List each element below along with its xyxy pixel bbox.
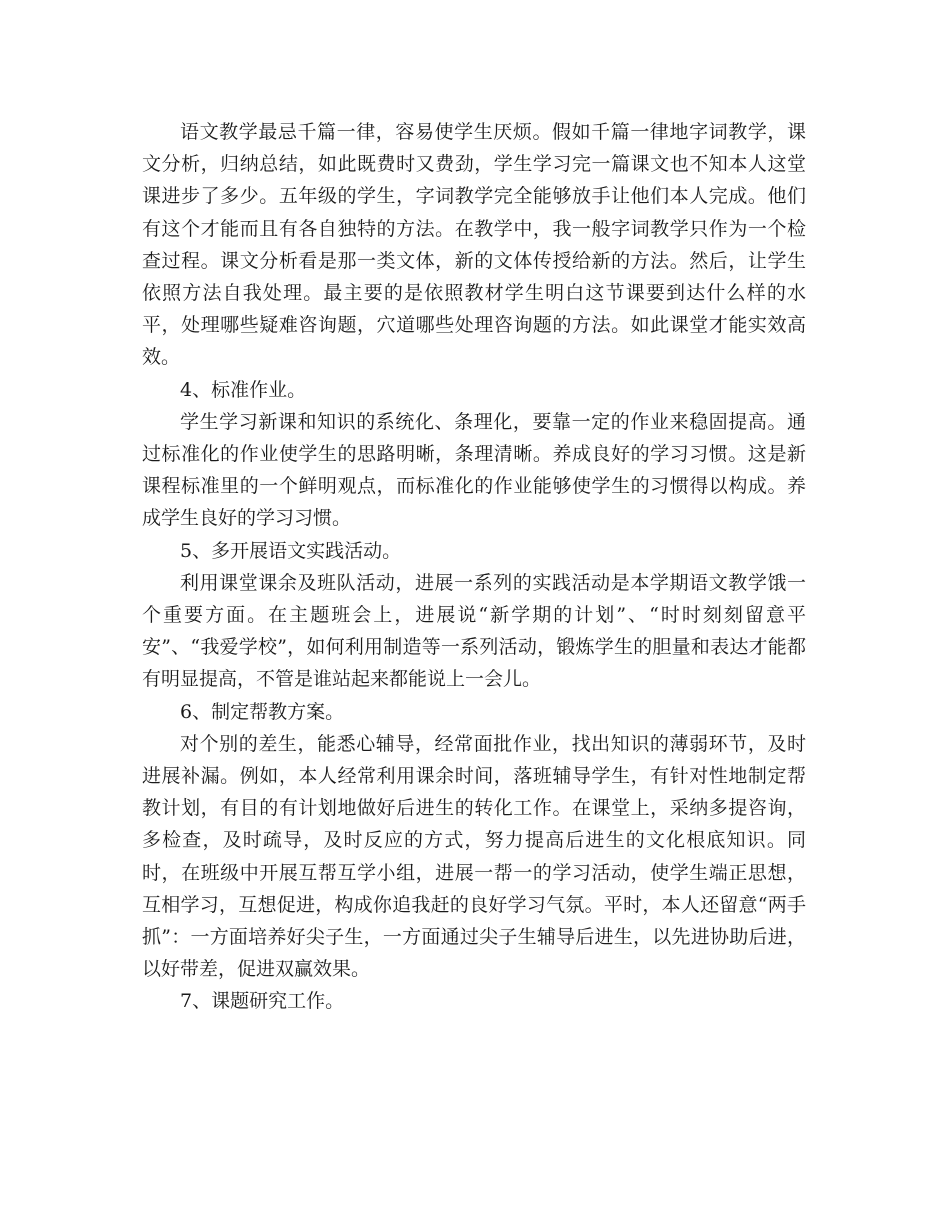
paragraph-teaching-method: 语文教学最忌千篇一律，容易使学生厌烦。假如千篇一律地字词教学，课文分析，归纳总结，如此既费时又费劲，学生学习完一篇课文也不知本人这堂课进步了多少。五年级的学生，字词教学完全能够放手让他们本人完成。他们有这个才能而且有各自独特的方法。在教学中，我一般字词教学只作为一个检查过程。课文分析看是那一类文体，新的文体传授给新的方法。然后，让学生依照方法自我处理。最主要的是依照教材学生明白这节课要到达什么样的水平，处理哪些疑难咨询题，穴道哪些处理咨询题的方法。如此课堂才能实效高效。 [142, 121, 806, 369]
paragraph-practice-activities: 利用课堂课余及班队活动，进展一系列的实践活动是本学期语文教学饿一个重要方面。在主题班会上，进展说“新学期的计划”、“时时刻刻留意平安”、“我爱学校”，如何利用制造等一系列活动，锻炼学生的胆量和表达才能都有明显提高，不管是谁站起来都能说上一会儿。 [142, 571, 806, 691]
paragraph-tutoring-plan: 对个别的差生，能悉心辅导，经常面批作业，找出知识的薄弱环节，及时进展补漏。例如，本人经常利用课余时间，落班辅导学生，有针对性地制定帮教计划，有目的有计划地做好后进生的转化工作。在课堂上，采纳多提咨询，多检查，及时疏导，及时反应的方式，努力提高后进生的文化根底知识。同时，在班级中开展互帮互学小组，进展一帮一的学习活动，使学生端正思想，互相学习，互想促进，构成你追我赶的良好学习气氛。平时，本人还留意“两手抓”：一方面培养好尖子生，一方面通过尖子生辅导后进生，以先进协助后进，以好带差，促进双赢效果。 [142, 732, 806, 981]
heading-standard-homework: 4、标准作业。 [180, 378, 307, 401]
heading-tutoring-plan: 6、制定帮教方案。 [180, 700, 345, 723]
heading-practice-activities: 5、多开展语文实践活动。 [180, 539, 402, 562]
document-page [142, 116, 806, 1018]
paragraph-standard-homework: 学生学习新课和知识的系统化、条理化，要靠一定的作业来稳固提高。通过标准化的作业使学生的思路明晰，条理清晰。养成良好的学习习惯。这是新课程标准里的一个鲜明观点，而标准化的作业能够使学生的习惯得以构成。养成学生良好的学习习惯。 [142, 410, 806, 530]
heading-research-work: 7、课题研究工作。 [180, 990, 345, 1013]
